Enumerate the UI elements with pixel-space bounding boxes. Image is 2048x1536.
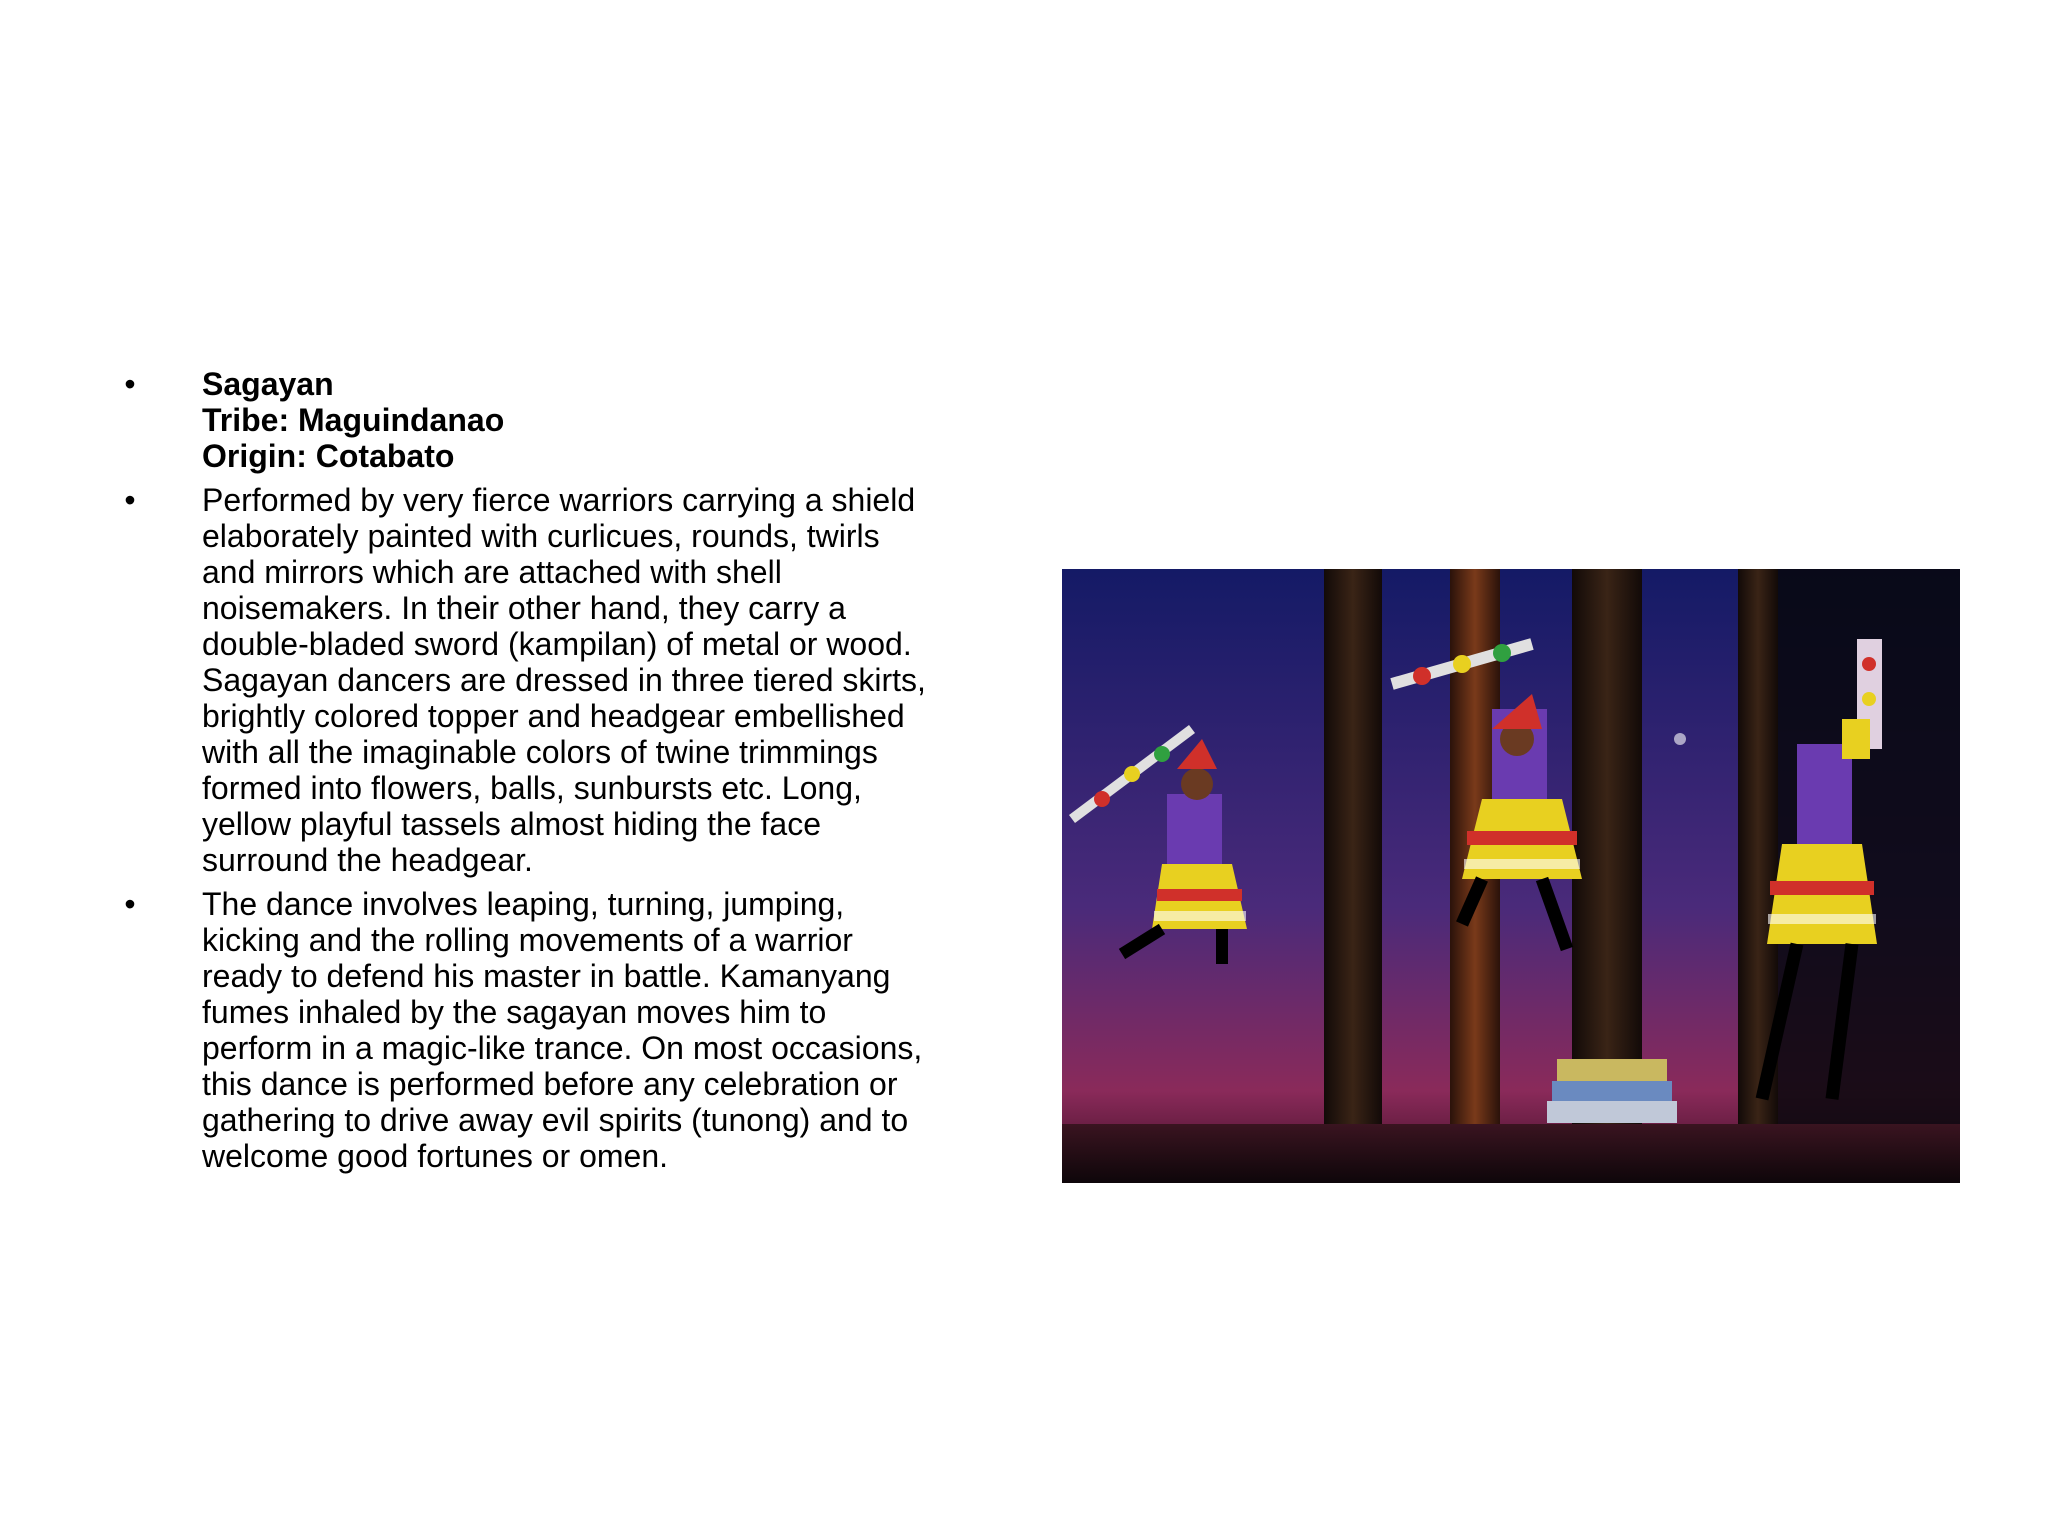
bullet-item-title bbox=[120, 366, 1000, 474]
text-content bbox=[120, 366, 1000, 1182]
text-line: perform in a magic-like trance. On most occasions, bbox=[202, 1030, 923, 1066]
bullet-dot: • bbox=[124, 482, 136, 518]
pillar bbox=[1324, 569, 1382, 1129]
pillar bbox=[1572, 569, 1642, 1129]
stage-prop bbox=[1557, 1059, 1667, 1081]
bullet-dot: • bbox=[124, 366, 136, 402]
text-line: and mirrors which are attached with shell bbox=[202, 554, 782, 590]
text-line: this dance is performed before any celebration or bbox=[202, 1066, 898, 1102]
text-line: brightly colored topper and headgear embellished bbox=[202, 698, 905, 734]
text-line: welcome good fortunes or omen. bbox=[202, 1138, 669, 1174]
text-line: Sagayan dancers are dressed in three tiered skirts, bbox=[202, 662, 926, 698]
stage-prop bbox=[1547, 1101, 1677, 1123]
text-line: noisemakers. In their other hand, they carry a bbox=[202, 590, 846, 626]
text-line: yellow playful tassels almost hiding the face bbox=[202, 806, 821, 842]
text-line: formed into flowers, balls, sunbursts etc. Long, bbox=[202, 770, 862, 806]
text-line: surround the headgear. bbox=[202, 842, 533, 878]
text-line: fumes inhaled by the sagayan moves him to bbox=[202, 994, 827, 1030]
dancers-photo-icon bbox=[1062, 569, 1960, 1183]
bullet-item-movements bbox=[120, 886, 1000, 1174]
stage-floor bbox=[1062, 1124, 1960, 1183]
text-line: kicking and the rolling movements of a warrior bbox=[202, 922, 853, 958]
text-line: Performed by very fierce warriors carrying a shield bbox=[202, 482, 916, 518]
bullet-item-description bbox=[120, 482, 1000, 878]
text-line: The dance involves leaping, turning, jumping, bbox=[202, 886, 845, 922]
text-line: with all the imaginable colors of twine trimmings bbox=[202, 734, 878, 770]
stage-prop bbox=[1552, 1081, 1672, 1101]
text-line: gathering to drive away evil spirits (tunong) and to bbox=[202, 1102, 909, 1138]
dancers-photo bbox=[1062, 569, 1960, 1183]
text-line: elaborately painted with curlicues, rounds, twirls bbox=[202, 518, 880, 554]
bullet-dot: • bbox=[124, 886, 136, 922]
dance-origin: Origin: Cotabato bbox=[202, 438, 455, 474]
dance-tribe: Tribe: Maguindanao bbox=[202, 402, 505, 438]
text-line: double-bladed sword (kampilan) of metal or wood. bbox=[202, 626, 912, 662]
dance-name: Sagayan bbox=[202, 366, 334, 402]
stage-light bbox=[1674, 733, 1686, 745]
text-line: ready to defend his master in battle. Kamanyang bbox=[202, 958, 891, 994]
